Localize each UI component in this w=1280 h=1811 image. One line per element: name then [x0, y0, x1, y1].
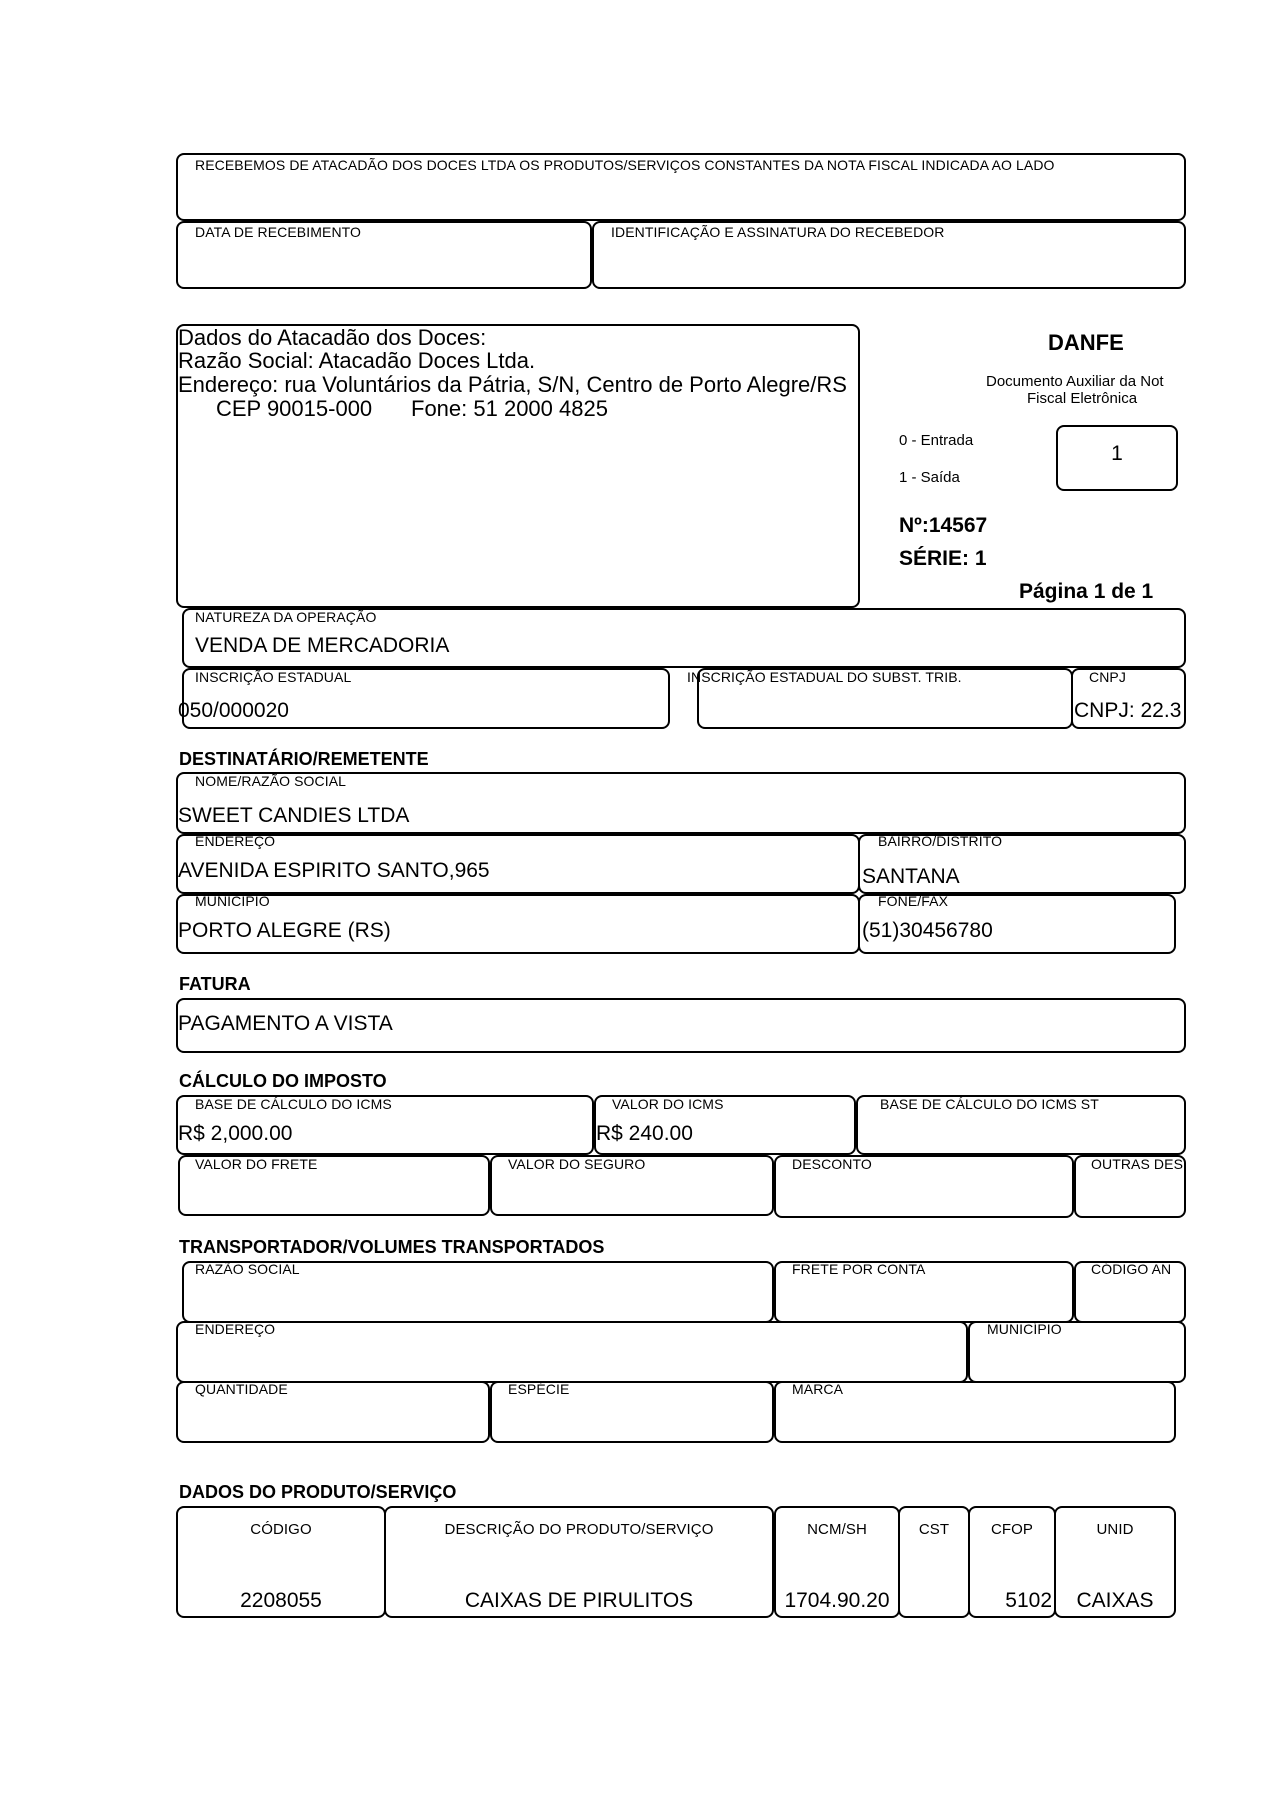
cnpj-label: CNPJ [1089, 669, 1126, 685]
recipient-name-value: SWEET CANDIES LTDA [178, 804, 410, 827]
product-code-value: 2208055 [240, 1589, 322, 1612]
product-header-ncm: NCM/SH [807, 1521, 867, 1538]
icms-st-base-label: BASE DE CÁLCULO DO ICMS ST [880, 1096, 1099, 1112]
recipient-city-value: PORTO ALEGRE (RS) [178, 919, 391, 942]
carrier-section-title: TRANSPORTADOR/VOLUMES TRANSPORTADOS [179, 1237, 605, 1257]
page-indicator: Página 1 de 1 [1019, 580, 1154, 603]
issuer-company: Razão Social: Atacadão Doces Ltda. [178, 348, 536, 373]
freight-account-label: FRETE POR CONTA [792, 1261, 926, 1277]
issuer-cep: CEP 90015-000 [216, 396, 373, 421]
discount-label: DESCONTO [792, 1156, 872, 1172]
product-unit-value: CAIXAS [1076, 1589, 1154, 1612]
product-header-unit: UNID [1096, 1521, 1134, 1538]
other-expenses-label: OUTRAS DES [1091, 1156, 1184, 1172]
product-header-description: DESCRIÇÃO DO PRODUTO/SERVIÇO [444, 1521, 714, 1538]
danfe-subtitle-2: Fiscal Eletrônica [1027, 390, 1138, 407]
recipient-name-label: NOME/RAZÃO SOCIAL [195, 773, 347, 789]
product-ncm-value: 1704.90.20 [784, 1589, 890, 1612]
recipient-district-value: SANTANA [862, 865, 960, 888]
recipient-phone-value: (51)30456780 [862, 919, 993, 942]
recipient-address-value: AVENIDA ESPIRITO SANTO,965 [178, 859, 490, 882]
danfe-title: DANFE [1048, 330, 1124, 355]
recipient-address-label: ENDEREÇO [195, 833, 276, 849]
danfe-subtitle-1: Documento Auxiliar da Not [986, 373, 1164, 390]
product-cfop-value: 5102 [1005, 1589, 1052, 1612]
state-registration-label: INSCRIÇÃO ESTADUAL [195, 669, 352, 685]
product-header-cst: CST [918, 1521, 950, 1538]
operation-nature-value: VENDA DE MERCADORIA [195, 634, 450, 657]
entry-option: 0 - Entrada [899, 432, 974, 449]
issuer-address: Endereço: rua Voluntários da Pátria, S/N, Centro de Porto Alegre/RS [178, 372, 847, 397]
product-header-cfop: CFOP [990, 1521, 1034, 1538]
carrier-address-box [176, 1321, 968, 1383]
products-section-title: DADOS DO PRODUTO/SERVIÇO [179, 1482, 457, 1502]
operation-nature-label: NATUREZA DA OPERAÇÃO [195, 609, 377, 625]
recipient-district-label: BAIRRO/DISTRITO [878, 833, 1003, 849]
recipient-city-label: MUNICÍPIO [195, 893, 270, 909]
invoice-series: SÉRIE: 1 [899, 547, 987, 570]
carrier-code-label: CÓDIGO AN [1091, 1261, 1172, 1277]
state-registration-value: 050/000020 [178, 699, 289, 722]
issuer-phone: Fone: 51 2000 4825 [411, 396, 608, 421]
carrier-name-label: RAZÃO SOCIAL [195, 1261, 300, 1277]
cnpj-value: CNPJ: 22.3 [1074, 699, 1182, 722]
product-description-value: CAIXAS DE PIRULITOS [464, 1589, 694, 1612]
carrier-address-label: ENDEREÇO [195, 1321, 276, 1337]
invoice-number: Nº:14567 [899, 514, 988, 537]
exit-option: 1 - Saída [899, 469, 960, 486]
tax-section-title: CÁLCULO DO IMPOSTO [179, 1071, 387, 1091]
invoice-payment-value: PAGAMENTO A VISTA [178, 1012, 393, 1035]
freight-value-label: VALOR DO FRETE [195, 1156, 318, 1172]
quantity-label: QUANTIDADE [195, 1381, 288, 1397]
state-registration-st-label: INSCRIÇÃO ESTADUAL DO SUBST. TRIB. [687, 669, 962, 685]
issuer-heading: Dados do Atacadão dos Doces: [178, 325, 487, 350]
invoice-section-title: FATURA [179, 974, 251, 994]
operation-type-value: 1 [1111, 442, 1123, 465]
brand-label: MARCA [792, 1381, 844, 1397]
product-header-code: CÓDIGO [250, 1521, 312, 1538]
receipt-signature-label: IDENTIFICAÇÃO E ASSINATURA DO RECEBEDOR [611, 224, 945, 240]
recipient-phone-label: FONE/FAX [878, 893, 949, 909]
receipt-date-label: DATA DE RECEBIMENTO [195, 224, 362, 240]
icms-value-value: R$ 240.00 [596, 1122, 693, 1145]
icms-base-value: R$ 2,000.00 [178, 1122, 293, 1145]
icms-value-label: VALOR DO ICMS [612, 1096, 724, 1112]
recipient-section-title: DESTINATÁRIO/REMETENTE [179, 749, 429, 769]
receipt-text: RECEBEMOS DE ATACADÃO DOS DOCES LTDA OS PRODUTOS/SERVIÇOS CONSTANTES DA NOTA FISCAL INDICADA AO LADO [195, 157, 1055, 173]
carrier-city-label: MUNICÍPIO [987, 1321, 1062, 1337]
insurance-value-label: VALOR DO SEGURO [508, 1156, 646, 1172]
icms-base-label: BASE DE CÁLCULO DO ICMS [195, 1096, 392, 1112]
species-label: ESPÉCIE [508, 1381, 570, 1397]
